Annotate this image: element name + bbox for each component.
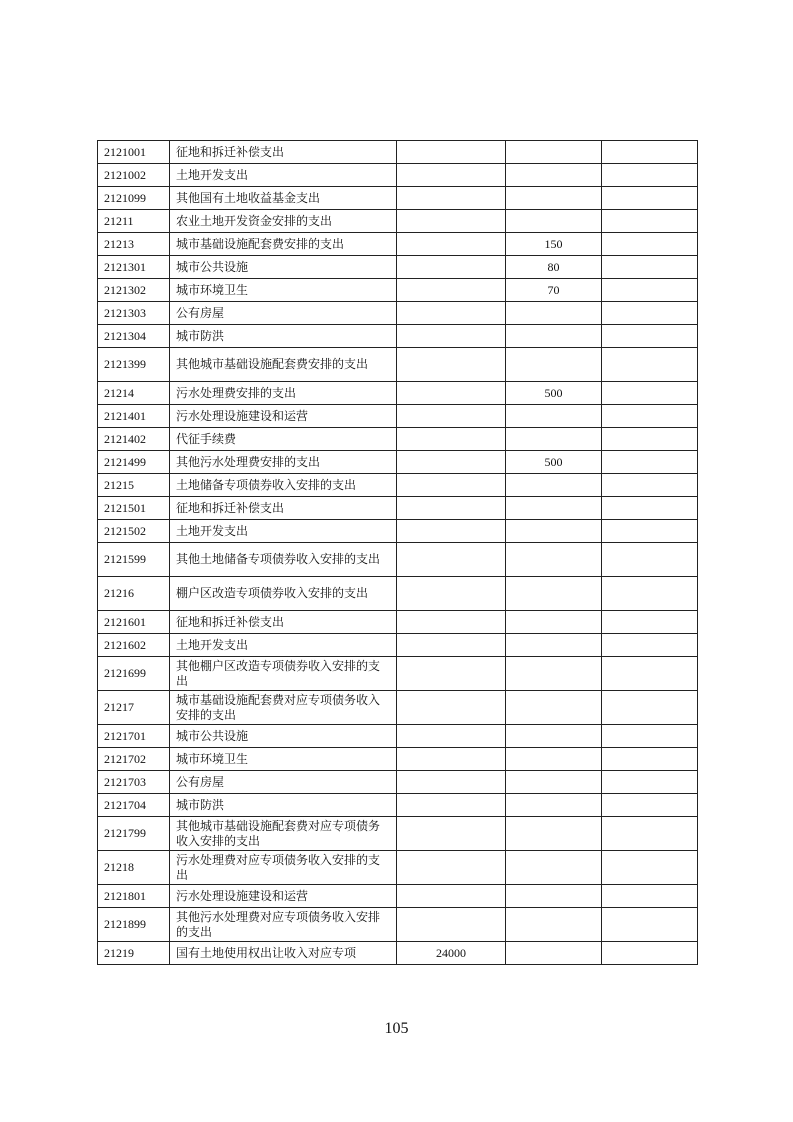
value-cell-3	[602, 382, 698, 405]
value-cell-3	[602, 210, 698, 233]
code-cell: 2121703	[98, 771, 170, 794]
table-row	[98, 325, 698, 348]
name-cell: 土地开发支出	[170, 164, 397, 187]
value-cell-1	[397, 520, 506, 543]
value-cell-2	[506, 725, 602, 748]
value-cell-1	[397, 428, 506, 451]
name-cell: 污水处理设施建设和运营	[170, 885, 397, 908]
name-cell: 国有土地使用权出让收入对应专项	[170, 942, 397, 965]
value-cell-2: 80	[506, 256, 602, 279]
value-cell-2	[506, 611, 602, 634]
code-cell: 21217	[98, 691, 170, 725]
value-cell-3	[602, 325, 698, 348]
value-cell-2: 70	[506, 279, 602, 302]
name-cell: 土地储备专项债券收入安排的支出	[170, 474, 397, 497]
value-cell-3	[602, 817, 698, 851]
name-cell: 污水处理费对应专项债务收入安排的支出	[170, 851, 397, 885]
name-cell: 城市基础设施配套费安排的支出	[170, 233, 397, 256]
value-cell-3	[602, 634, 698, 657]
value-cell-1	[397, 794, 506, 817]
code-cell: 2121899	[98, 908, 170, 942]
table-row	[98, 210, 698, 233]
code-cell: 2121701	[98, 725, 170, 748]
value-cell-3	[602, 691, 698, 725]
page-number: 105	[384, 1020, 409, 1037]
value-cell-3	[602, 256, 698, 279]
name-cell: 城市环境卫生	[170, 748, 397, 771]
value-cell-3	[602, 908, 698, 942]
value-cell-1	[397, 908, 506, 942]
value-cell-2	[506, 794, 602, 817]
code-cell: 2121002	[98, 164, 170, 187]
value-cell-3	[602, 474, 698, 497]
table-row	[98, 771, 698, 794]
value-cell-1	[397, 748, 506, 771]
value-cell-2	[506, 405, 602, 428]
name-cell: 土地开发支出	[170, 520, 397, 543]
value-cell-3	[602, 657, 698, 691]
value-cell-1	[397, 405, 506, 428]
value-cell-1	[397, 187, 506, 210]
value-cell-1	[397, 657, 506, 691]
code-cell: 2121702	[98, 748, 170, 771]
table-row	[98, 382, 698, 405]
value-cell-3	[602, 451, 698, 474]
value-cell-1	[397, 885, 506, 908]
table-row	[98, 543, 698, 577]
table-row	[98, 405, 698, 428]
value-cell-1	[397, 771, 506, 794]
value-cell-1: 24000	[397, 942, 506, 965]
code-cell: 21218	[98, 851, 170, 885]
value-cell-2	[506, 748, 602, 771]
code-cell: 2121601	[98, 611, 170, 634]
table-row	[98, 908, 698, 942]
name-cell: 公有房屋	[170, 302, 397, 325]
table-row	[98, 474, 698, 497]
value-cell-3	[602, 520, 698, 543]
value-cell-3	[602, 233, 698, 256]
table-row	[98, 141, 698, 164]
name-cell: 城市公共设施	[170, 725, 397, 748]
table-row	[98, 256, 698, 279]
value-cell-3	[602, 611, 698, 634]
name-cell: 棚户区改造专项债券收入安排的支出	[170, 577, 397, 611]
value-cell-2: 500	[506, 382, 602, 405]
code-cell: 2121302	[98, 279, 170, 302]
code-cell: 2121799	[98, 817, 170, 851]
code-cell: 2121399	[98, 348, 170, 382]
value-cell-3	[602, 497, 698, 520]
value-cell-3	[602, 748, 698, 771]
value-cell-2	[506, 543, 602, 577]
value-cell-2	[506, 210, 602, 233]
value-cell-3	[602, 771, 698, 794]
name-cell: 城市环境卫生	[170, 279, 397, 302]
table-row	[98, 302, 698, 325]
name-cell: 城市公共设施	[170, 256, 397, 279]
name-cell: 征地和拆迁补偿支出	[170, 141, 397, 164]
table-row	[98, 497, 698, 520]
value-cell-3	[602, 405, 698, 428]
value-cell-2: 150	[506, 233, 602, 256]
table-row	[98, 233, 698, 256]
name-cell: 征地和拆迁补偿支出	[170, 611, 397, 634]
code-cell: 2121501	[98, 497, 170, 520]
value-cell-1	[397, 577, 506, 611]
value-cell-1	[397, 611, 506, 634]
value-cell-1	[397, 691, 506, 725]
code-cell: 2121502	[98, 520, 170, 543]
name-cell: 代征手续费	[170, 428, 397, 451]
value-cell-1	[397, 382, 506, 405]
table-row	[98, 794, 698, 817]
value-cell-2: 500	[506, 451, 602, 474]
code-cell: 2121301	[98, 256, 170, 279]
name-cell: 其他城市基础设施配套费对应专项债务收入安排的支出	[170, 817, 397, 851]
value-cell-1	[397, 725, 506, 748]
value-cell-3	[602, 725, 698, 748]
value-cell-2	[506, 141, 602, 164]
name-cell: 农业土地开发资金安排的支出	[170, 210, 397, 233]
code-cell: 21211	[98, 210, 170, 233]
value-cell-1	[397, 279, 506, 302]
value-cell-1	[397, 634, 506, 657]
value-cell-1	[397, 817, 506, 851]
value-cell-2	[506, 577, 602, 611]
table-row	[98, 748, 698, 771]
table-row	[98, 691, 698, 725]
code-cell: 21214	[98, 382, 170, 405]
table-row	[98, 885, 698, 908]
code-cell: 21213	[98, 233, 170, 256]
value-cell-3	[602, 885, 698, 908]
value-cell-3	[602, 164, 698, 187]
name-cell: 城市防洪	[170, 794, 397, 817]
code-cell: 21215	[98, 474, 170, 497]
value-cell-3	[602, 543, 698, 577]
value-cell-2	[506, 497, 602, 520]
value-cell-3	[602, 279, 698, 302]
value-cell-3	[602, 794, 698, 817]
value-cell-2	[506, 187, 602, 210]
value-cell-1	[397, 474, 506, 497]
name-cell: 其他棚户区改造专项债券收入安排的支出	[170, 657, 397, 691]
value-cell-2	[506, 817, 602, 851]
code-cell: 2121599	[98, 543, 170, 577]
value-cell-1	[397, 325, 506, 348]
table-row	[98, 942, 698, 965]
table-row	[98, 634, 698, 657]
budget-table	[97, 140, 698, 965]
table-row	[98, 164, 698, 187]
code-cell: 21219	[98, 942, 170, 965]
value-cell-2	[506, 942, 602, 965]
code-cell: 2121699	[98, 657, 170, 691]
value-cell-1	[397, 302, 506, 325]
value-cell-1	[397, 451, 506, 474]
name-cell: 污水处理费安排的支出	[170, 382, 397, 405]
table-row	[98, 451, 698, 474]
value-cell-2	[506, 164, 602, 187]
value-cell-2	[506, 302, 602, 325]
table-row	[98, 611, 698, 634]
value-cell-2	[506, 474, 602, 497]
code-cell: 2121499	[98, 451, 170, 474]
name-cell: 其他城市基础设施配套费安排的支出	[170, 348, 397, 382]
table-row	[98, 817, 698, 851]
value-cell-1	[397, 851, 506, 885]
table-row	[98, 187, 698, 210]
table-body	[98, 141, 698, 965]
value-cell-3	[602, 577, 698, 611]
name-cell: 公有房屋	[170, 771, 397, 794]
table-row	[98, 279, 698, 302]
value-cell-2	[506, 428, 602, 451]
value-cell-3	[602, 141, 698, 164]
value-cell-3	[602, 348, 698, 382]
table-row	[98, 851, 698, 885]
table-row	[98, 725, 698, 748]
code-cell: 2121704	[98, 794, 170, 817]
value-cell-1	[397, 348, 506, 382]
value-cell-2	[506, 771, 602, 794]
value-cell-2	[506, 634, 602, 657]
value-cell-1	[397, 497, 506, 520]
code-cell: 2121602	[98, 634, 170, 657]
name-cell: 其他污水处理费安排的支出	[170, 451, 397, 474]
name-cell: 城市防洪	[170, 325, 397, 348]
table-row	[98, 520, 698, 543]
name-cell: 其他国有土地收益基金支出	[170, 187, 397, 210]
code-cell: 2121401	[98, 405, 170, 428]
code-cell: 2121099	[98, 187, 170, 210]
value-cell-2	[506, 348, 602, 382]
table-row	[98, 428, 698, 451]
value-cell-1	[397, 233, 506, 256]
table-row	[98, 577, 698, 611]
value-cell-3	[602, 942, 698, 965]
table-row	[98, 348, 698, 382]
value-cell-3	[602, 851, 698, 885]
table-row	[98, 657, 698, 691]
name-cell: 污水处理设施建设和运营	[170, 405, 397, 428]
value-cell-1	[397, 164, 506, 187]
value-cell-2	[506, 885, 602, 908]
value-cell-1	[397, 256, 506, 279]
name-cell: 征地和拆迁补偿支出	[170, 497, 397, 520]
value-cell-2	[506, 325, 602, 348]
value-cell-2	[506, 851, 602, 885]
value-cell-3	[602, 428, 698, 451]
value-cell-1	[397, 543, 506, 577]
code-cell: 2121304	[98, 325, 170, 348]
value-cell-2	[506, 520, 602, 543]
code-cell: 2121402	[98, 428, 170, 451]
name-cell: 其他土地储备专项债券收入安排的支出	[170, 543, 397, 577]
code-cell: 21216	[98, 577, 170, 611]
code-cell: 2121303	[98, 302, 170, 325]
value-cell-2	[506, 657, 602, 691]
value-cell-1	[397, 141, 506, 164]
code-cell: 2121801	[98, 885, 170, 908]
value-cell-1	[397, 210, 506, 233]
name-cell: 城市基础设施配套费对应专项债务收入安排的支出	[170, 691, 397, 725]
name-cell: 其他污水处理费对应专项债务收入安排的支出	[170, 908, 397, 942]
value-cell-2	[506, 691, 602, 725]
value-cell-3	[602, 187, 698, 210]
value-cell-3	[602, 302, 698, 325]
value-cell-2	[506, 908, 602, 942]
code-cell: 2121001	[98, 141, 170, 164]
name-cell: 土地开发支出	[170, 634, 397, 657]
